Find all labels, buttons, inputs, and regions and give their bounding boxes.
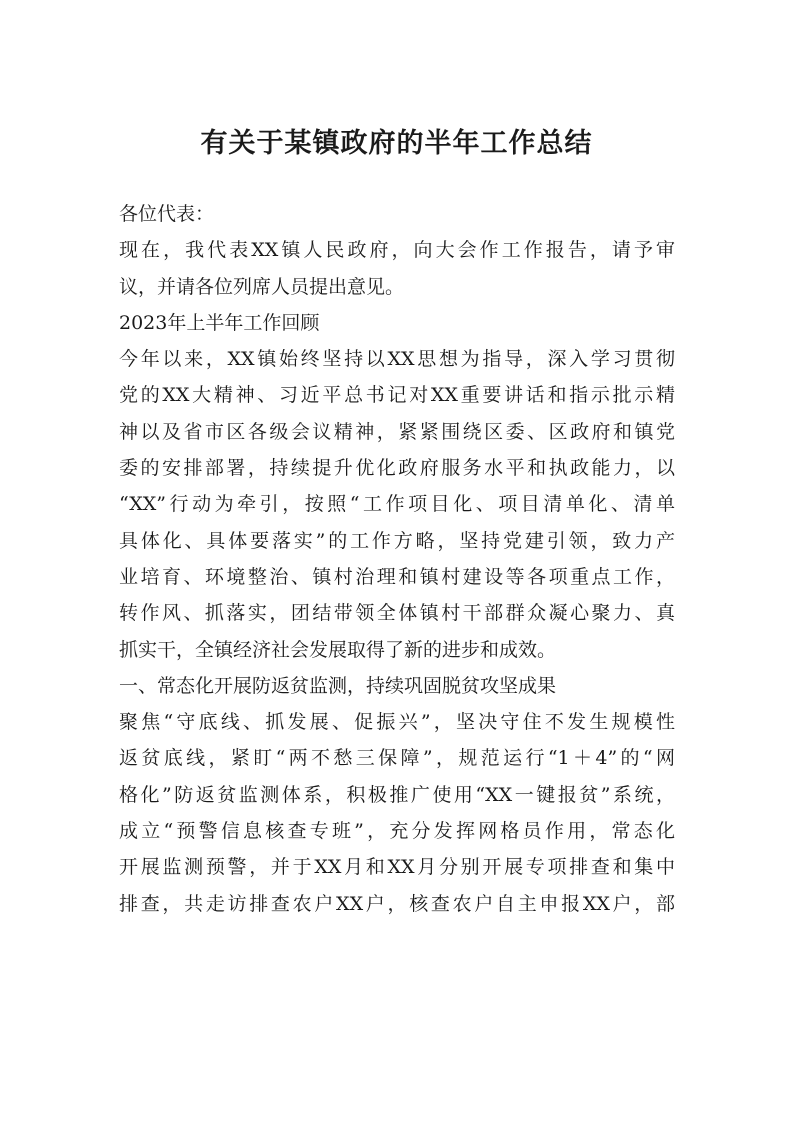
text-line: 神以及省市区各级会议精神，紧紧围绕区委、区政府和镇党: [119, 420, 675, 443]
text-line: 转作风、抓落实，团结带领全体镇村干部群众凝心聚力、真: [119, 602, 675, 625]
text-line: 具体化、具体要落实”的工作方略，坚持党建引领，致力产: [119, 529, 675, 552]
text-line: 格化”防返贫监测体系，积极推广使用“XX一键报贫”系统，: [119, 783, 675, 806]
text-line: 排查，共走访排查农户XX户，核查农户自主申报XX户，部: [119, 892, 675, 915]
text-line: 现在，我代表XX镇人民政府，向大会作工作报告，请予审: [119, 239, 675, 262]
text-line: 议，并请各位列席人员提出意见。: [119, 275, 405, 298]
text-line: 返贫底线，紧盯“两不愁三保障”，规范运行“1＋4”的“网: [119, 747, 675, 770]
text-line: 聚焦“守底线、抓发展、促振兴”，坚决守住不发生规模性: [119, 711, 675, 734]
text-line: 2023年上半年工作回顾: [119, 311, 320, 334]
text-line: 党的XX大精神、习近平总书记对XX重要讲话和指示批示精: [119, 384, 675, 407]
document-title: 有关于某镇政府的半年工作总结: [200, 128, 593, 159]
text-line: 开展监测预警，并于XX月和XX月分别开展专项排查和集中: [119, 856, 675, 879]
text-line: 委的安排部署，持续提升优化政府服务水平和执政能力，以: [119, 457, 675, 480]
text-line: 成立“预警信息核查专班”，充分发挥网格员作用，常态化: [119, 820, 675, 843]
text-line: 业培育、环境整治、镇村治理和镇村建设等各项重点工作，: [119, 565, 675, 588]
text-line: 一、常态化开展防返贫监测，持续巩固脱贫攻坚成果: [119, 674, 557, 697]
text-line: 各位代表：: [119, 203, 215, 225]
text-line: 抓实干，全镇经济社会发展取得了新的进步和成效。: [119, 638, 557, 661]
text-line: “XX”行动为牵引，按照“工作项目化、项目清单化、清单: [119, 493, 675, 516]
text-line: 今年以来，XX镇始终坚持以XX思想为指导，深入学习贯彻: [119, 348, 675, 371]
document-body: [119, 196, 675, 922]
